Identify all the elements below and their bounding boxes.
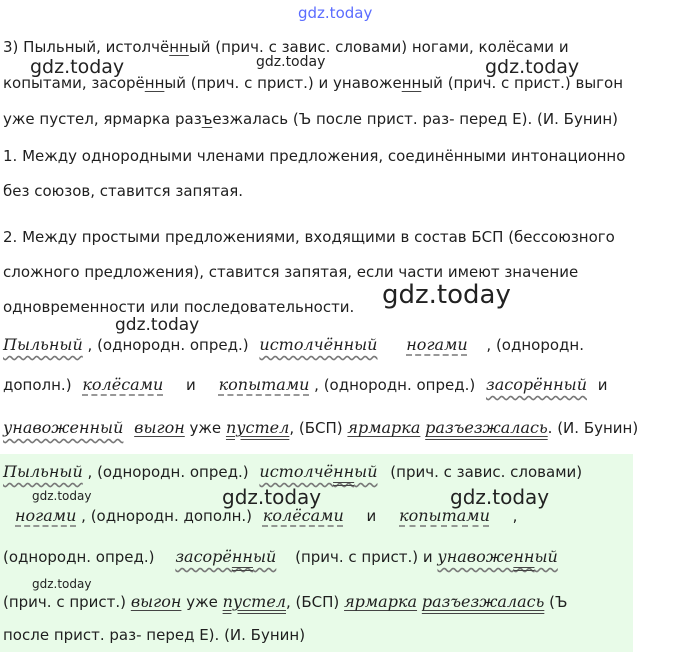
watermark: gdz.today: [222, 485, 322, 509]
watermark: gdz.today: [32, 577, 92, 591]
watermark: gdz.today: [32, 489, 92, 503]
analysis-line: Пыльный , (однородн. опред.) истолчённый (прич. с завис. словами): [3, 462, 583, 481]
analysis-line: (однородн. опред.) засорённый (прич. с прист.) и унавоженный: [3, 547, 558, 566]
analysis-line: после прист. раз- перед Е). (И. Бунин): [3, 626, 306, 644]
rule-1-text: 1. Между однородными членами предложения, соединёнными интонационно: [3, 147, 626, 165]
rule-2-text: одновременности или последовательности.: [3, 298, 355, 316]
watermark: gdz.today: [115, 315, 200, 335]
watermark: gdz.today: [450, 485, 550, 509]
watermark: gdz.today: [485, 56, 580, 78]
analysis-line: Пыльный , (однородн. опред.) истолчённый ногами , (однородн.: [3, 335, 584, 354]
watermark: gdz.today: [298, 4, 373, 22]
rule-2-text: 2. Между простыми предложениями, входящими в состав БСП (бессоюзного: [3, 228, 615, 246]
watermark: gdz.today: [382, 280, 511, 310]
watermark: gdz.today: [256, 54, 326, 70]
rule-2-text: сложного предложения), ставится запятая, если части имеют значение: [3, 263, 579, 281]
analysis-line: унавоженный выгон уже пустел, (БСП) ярмарка разъезжалась. (И. Бунин): [3, 418, 639, 437]
text-line: копытами, засорённый (прич. с прист.) и унавоженный (прич. с прист.) выгон: [3, 74, 624, 92]
text-line: 3) Пыльный, истолчённый (прич. с завис. словами) ногами, колёсами и: [3, 38, 569, 56]
analysis-line: ногами , (однородн. дополн.) колёсами и копытами ,: [15, 506, 518, 525]
analysis-line: (прич. с прист.) выгон уже пустел, (БСП) ярмарка разъезжалась (Ъ: [3, 592, 568, 611]
text-line: уже пустел, ярмарка разъезжалась (Ъ после прист. раз- перед Е). (И. Бунин): [3, 110, 619, 128]
rule-1-text: без союзов, ставится запятая.: [3, 182, 244, 200]
analysis-line: дополн.) колёсами и копытами , (однородн. опред.) засорённый и: [3, 375, 608, 394]
watermark: gdz.today: [30, 56, 125, 78]
